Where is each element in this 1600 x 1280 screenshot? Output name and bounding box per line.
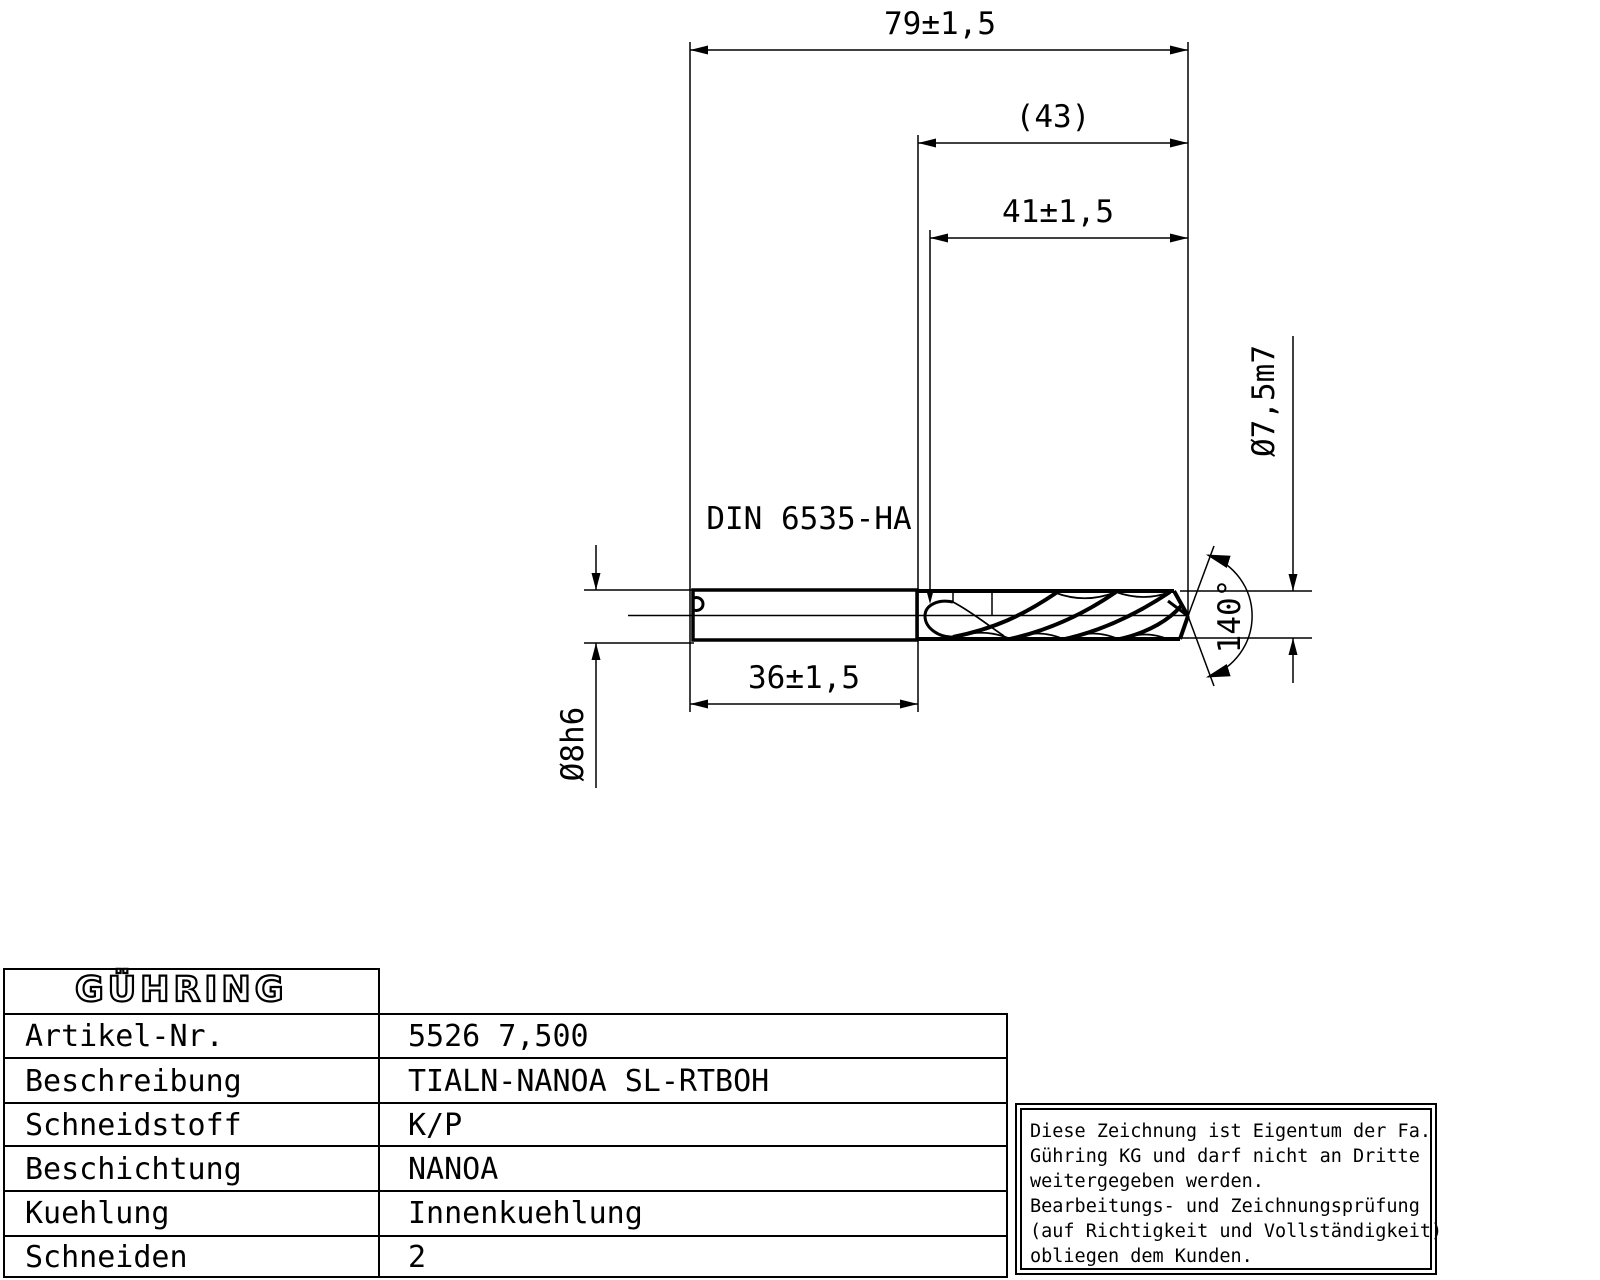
title-block-table bbox=[3, 968, 1008, 1278]
ownership-note-inner bbox=[1020, 1108, 1443, 1270]
note-line: Gühring KG und darf nicht an Dritte bbox=[1030, 1146, 1420, 1167]
dim-label-point-angle: 140° bbox=[1212, 578, 1248, 654]
dimension-overall-length bbox=[690, 6, 1188, 55]
note-line: obliegen dem Kunden. bbox=[1030, 1246, 1253, 1267]
note-line: (auf Richtigkeit und Vollständigkeit) bbox=[1030, 1221, 1443, 1242]
ownership-note-box bbox=[1015, 1103, 1443, 1275]
row-label-schneidstoff: Schneidstoff bbox=[25, 1108, 242, 1143]
dimension-shank-diameter bbox=[555, 545, 694, 788]
row-label-kuehlung: Kuehlung bbox=[25, 1196, 170, 1231]
row-label-beschichtung: Beschichtung bbox=[25, 1152, 242, 1187]
note-line: weitergegeben werden. bbox=[1030, 1171, 1264, 1192]
dim-label-cutting-diameter: Ø7,5m7 bbox=[1246, 345, 1282, 457]
dimension-point-angle bbox=[1188, 546, 1252, 686]
coolant-hole bbox=[694, 598, 703, 611]
row-value-beschichtung: NANOA bbox=[408, 1152, 499, 1187]
row-value-kuehlung: Innenkuehlung bbox=[408, 1196, 643, 1231]
row-value-beschreibung: TIALN-NANOA SL-RTBOH bbox=[408, 1064, 770, 1099]
dimension-shank-length bbox=[690, 660, 918, 709]
dim-label-flute-ref: (43) bbox=[1015, 99, 1091, 135]
row-value-schneidstoff: K/P bbox=[408, 1108, 463, 1143]
dimension-flute-length bbox=[930, 194, 1188, 243]
note-line: Bearbeitungs- und Zeichnungsprüfung bbox=[1030, 1196, 1420, 1217]
dim-label-overall: 79±1,5 bbox=[884, 6, 996, 42]
dim-label-shank-length: 36±1,5 bbox=[748, 660, 860, 696]
note-line: Diese Zeichnung ist Eigentum der Fa. bbox=[1030, 1121, 1431, 1142]
row-value-schneiden: 2 bbox=[408, 1240, 427, 1275]
dim-label-shank-diameter: Ø8h6 bbox=[555, 706, 591, 782]
row-label-artikel-nr: Artikel-Nr. bbox=[25, 1019, 224, 1054]
dimension-flute-ref bbox=[918, 99, 1188, 148]
row-label-schneiden: Schneiden bbox=[25, 1240, 188, 1275]
guehring-logo: GÜHRING bbox=[75, 970, 288, 1010]
row-label-beschreibung: Beschreibung bbox=[25, 1064, 242, 1099]
din-standard-label: DIN 6535-HA bbox=[706, 501, 912, 537]
dim-label-flute-length: 41±1,5 bbox=[1002, 194, 1114, 230]
row-value-artikel-nr: 5526 7,500 bbox=[408, 1019, 589, 1054]
